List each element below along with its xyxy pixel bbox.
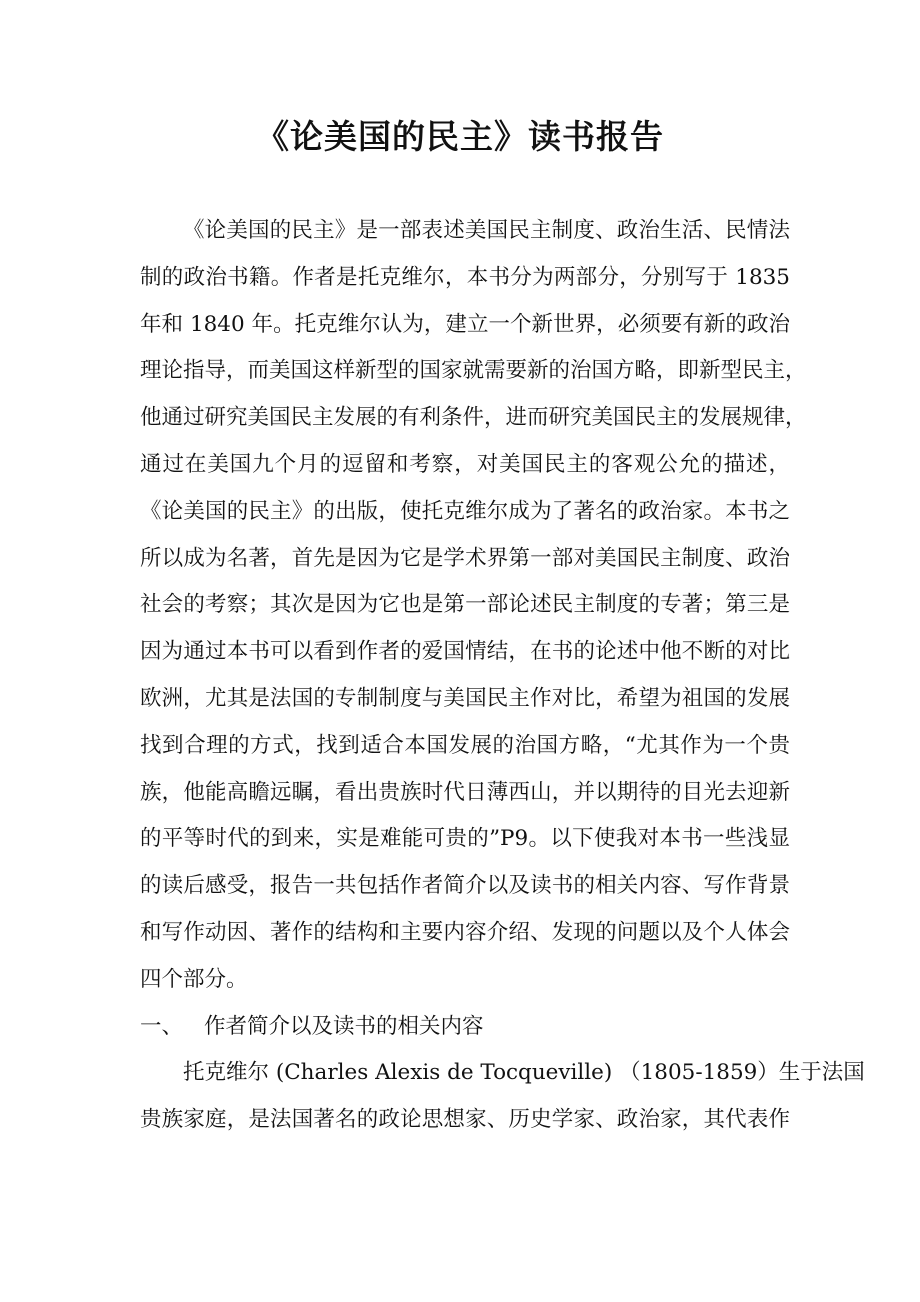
intro-line: 找到合理的方式，找到适合本国发展的治国方略，“尤其作为一个贵 [140,732,790,758]
intro-line: 的平等时代的到来，实是难能可贵的”P9。以下使我对本书一些浅显 [140,826,790,852]
intro-line: 欧洲，尤其是法国的专制制度与美国民主作对比，希望为祖国的发展 [140,685,790,711]
section-line: 贵族家庭，是法国著名的政论思想家、历史学家、政治家，其代表作 [140,1107,790,1133]
page-title: 《论美国的民主》读书报告 [256,117,664,156]
intro-line: 和写作动因、著作的结构和主要内容介绍、发现的问题以及个人体会 [140,919,790,945]
section-heading [140,1004,790,1051]
section-heading-text: 作者简介以及读书的相关内容 [204,1013,484,1039]
intro-line: 理论指导，而美国这样新型的国家就需要新的治国方略，即新型民主， [140,358,807,384]
intro-line: 他通过研究美国民主发展的有利条件，进而研究美国民主的发展规律， [140,405,807,431]
intro-line: 《论美国的民主》的出版，使托克维尔成为了著名的政治家。本书之 [140,498,790,524]
intro-line: 的读后感受，报告一共包括作者简介以及读书的相关内容、写作背景 [140,873,790,899]
intro-line: 族，他能高瞻远瞩，看出贵族时代日薄西山，并以期待的目光去迎新 [140,779,790,805]
document-body [140,208,865,1144]
intro-line: 年和 1840 年。托克维尔认为，建立一个新世界，必须要有新的政治 [140,311,790,337]
intro-line: 所以成为名著，首先是因为它是学术界第一部对美国民主制度、政治 [140,545,790,571]
intro-line: 《论美国的民主》是一部表述美国民主制度、政治生活、民情法 [183,218,790,243]
section-line: 托克维尔 (Charles Alexis de Tocqueville) （1805-1859）生于法国 [183,1060,865,1086]
intro-line: 通过在美国九个月的逗留和考察，对美国民主的客观公允的描述， [140,451,790,477]
section-number: 一、 [140,1013,184,1039]
intro-line: 社会的考察；其次是因为它也是第一部论述民主制度的专著；第三是 [140,592,790,618]
intro-line: 制的政治书籍。作者是托克维尔，本书分为两部分，分别写于 1835 [140,264,790,290]
intro-line: 因为通过本书可以看到作者的爱国情结，在书的论述中他不断的对比 [140,639,790,665]
intro-line: 四个部分。 [140,966,248,992]
